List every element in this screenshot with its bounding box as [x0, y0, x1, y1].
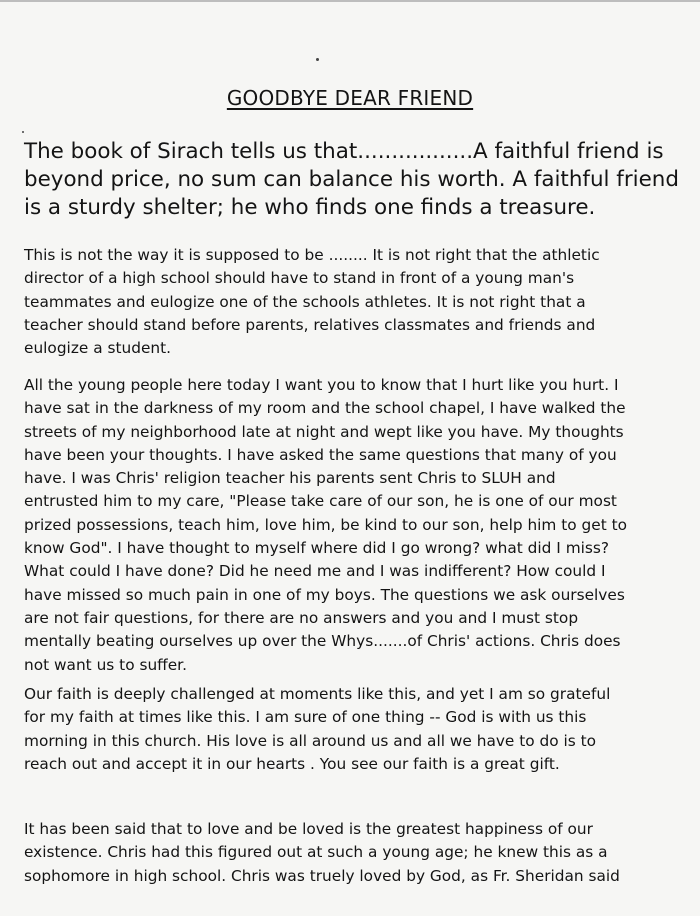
text-line: sophomore in high school. Chris was truely loved by God, as Fr. Sheridan said: [24, 866, 620, 885]
scan-speck: [22, 131, 24, 133]
text-line: prized possessions, teach him, love him, be kind to our son, help him to get to: [24, 515, 628, 534]
scan-speck: [316, 58, 319, 61]
text-line: reach out and accept it in our hearts . You see our faith is a great gift.: [24, 754, 560, 773]
text-line: morning in this church. His love is all around us and all we have to do is to: [24, 731, 597, 750]
text-line: mentally beating ourselves up over the Whys.......of Chris' actions. Chris does: [24, 632, 621, 651]
text-line: teammates and eulogize one of the schools athletes. It is not right that a: [24, 292, 586, 311]
text-line: entrusted him to my care, "Please take care of our son, he is one of our most: [24, 492, 617, 511]
text-line: have been your thoughts. I have asked the same questions that many of you: [24, 445, 617, 464]
text-line: have. I was Chris' religion teacher his parents sent Chris to SLUH and: [24, 469, 556, 488]
page-top-edge: [0, 0, 700, 2]
text-line: have missed so much pain in one of my boys. The questions we ask ourselves: [24, 585, 625, 604]
quote-line: is a sturdy shelter; he who finds one finds a treasure.: [24, 195, 596, 220]
text-line: Our faith is deeply challenged at moments like this, and yet I am so grateful: [24, 685, 611, 703]
paragraph-2: [24, 374, 700, 677]
text-line: existence. Chris had this figured out at such a young age; he knew this as a: [24, 843, 608, 862]
text-line: It has been said that to love and be loved is the greatest happiness of our: [24, 820, 593, 838]
text-line: streets of my neighborhood late at night and wept like you have. My thoughts: [24, 422, 624, 441]
text-line: are not fair questions, for there are no answers and you and I must stop: [24, 608, 579, 627]
text-line: All the young people here today I want you to know that I hurt like you hurt. I: [24, 376, 619, 394]
text-line: This is not the way it is supposed to be ........ It is not right that the athletic: [24, 246, 600, 264]
sirach-quote: [24, 138, 700, 222]
text-line: eulogize a student.: [24, 339, 172, 358]
paragraph-1: [24, 244, 700, 360]
text-line: not want us to suffer.: [24, 655, 187, 674]
paragraph-4: [24, 818, 700, 888]
text-line: teacher should stand before parents, relatives classmates and friends and: [24, 315, 596, 334]
quote-line: beyond price, no sum can balance his worth. A faithful friend: [24, 167, 679, 192]
paragraph-3: [24, 683, 700, 776]
quote-line: The book of Sirach tells us that.................A faithful friend is: [24, 139, 664, 164]
text-line: for my faith at times like this. I am sure of one thing -- God is with us this: [24, 708, 587, 727]
text-line: know God". I have thought to myself where did I go wrong? what did I miss?: [24, 539, 610, 558]
page-title: GOODBYE DEAR FRIEND: [226, 86, 474, 110]
text-line: What could I have done? Did he need me and I was indifferent? How could I: [24, 562, 606, 581]
text-line: director of a high school should have to stand in front of a young man's: [24, 269, 575, 288]
text-line: have sat in the darkness of my room and the school chapel, I have walked the: [24, 399, 626, 418]
